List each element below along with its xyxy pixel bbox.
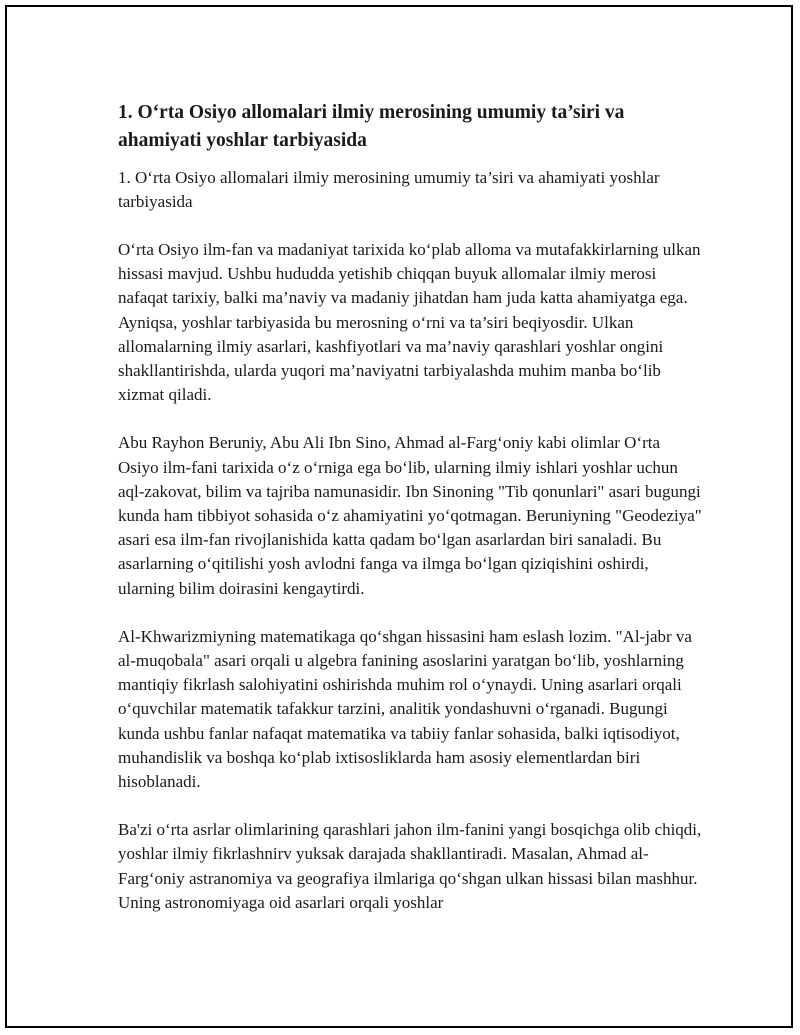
document-body bbox=[118, 99, 703, 939]
paragraph-4: Ba'zi o‘rta asrlar olimlarining qarashlari jahon ilm-fanini yangi bosqichga olib chiqdi, yoshlar ilmiy fikrlashnirv yuksak darajada shakllantiradi. Masalan, Ahmad al-Farg‘oniy astranomiya va geografiya ilmlariga qo‘shgan ulkan hissasi bilan mashhur. Uning astronomiyaga oid asarlari orqali yoshlar bbox=[118, 820, 702, 912]
paragraph-1: O‘rta Osiyo ilm-fan va madaniyat tarixida ko‘plab alloma va mutafakkirlarning ulkan hissasi mavjud. Ushbu hududda yetishib chiqqan buyuk allomalar ilmiy merosi nafaqat tarixiy, balki ma’naviy va madaniy jihatdan ham juda katta ahamiyatga ega. Ayniqsa, yoshlar tarbiyasida bu merosning o‘rni va ta’siri beqiyosdir. Ulkan allomalarning ilmiy asarlari, kashfiyotlari va ma’naviy qarashlari yoshlar ongini shakllantirishda, ularda yuqori ma’naviyatni tarbiyalashda muhim manba bo‘lib xizmat qiladi. bbox=[118, 240, 701, 405]
document-subtitle: 1. O‘rta Osiyo allomalari ilmiy merosining umumiy ta’siri va ahamiyati yoshlar tarbiyasida bbox=[118, 168, 660, 211]
document-page bbox=[5, 5, 793, 1028]
paragraph-2: Abu Rayhon Beruniy, Abu Ali Ibn Sino, Ahmad al-Farg‘oniy kabi olimlar O‘rta Osiyo ilm-fani tarixida o‘z o‘rniga ega bo‘lib, ularning ilmiy ishlari yoshlar uchun aql-zakovat, bilim va tajriba namunasidir. Ibn Sinoning "Tib qonunlari" asari bugungi kunda ham tibbiyot sohasida o‘z ahamiyatini yo‘qotmagan. Beruniyning "Geodeziya" asari esa ilm-fan rivojlanishida katta qadam bo‘lgan asarlardan biri sanaladi. Bu asarlarning o‘qitilishi yosh avlodni fanga va ilmga bo‘lgan qiziqishini oshirdi, ularning bilim doirasini kengaytirdi. bbox=[118, 433, 702, 598]
document-heading: 1. O‘rta Osiyo allomalari ilmiy merosining umumiy ta’siri va ahamiyati yoshlar tarbiyasida bbox=[118, 102, 625, 151]
paragraph-3: Al-Khwarizmiyning matematikaga qo‘shgan hissasini ham eslash lozim. "Al-jabr va al-muqobala" asari orqali u algebra fanining asoslarini yaratgan bo‘lib, yoshlarning mantiqiy fikrlash salohiyatini oshirishda muhim rol o‘ynaydi. Uning asarlari orqali o‘quvchilar matematik tafakkur tarzini, analitik yondashuvni o‘rganadi. Bugungi kunda ushbu fanlar nafaqat matematika va tabiiy fanlar sohasida, balki iqtisodiyot, muhandislik va boshqa ko‘plab ixtisosliklarda ham asosiy elementlardan biri hisoblanadi. bbox=[118, 626, 692, 792]
